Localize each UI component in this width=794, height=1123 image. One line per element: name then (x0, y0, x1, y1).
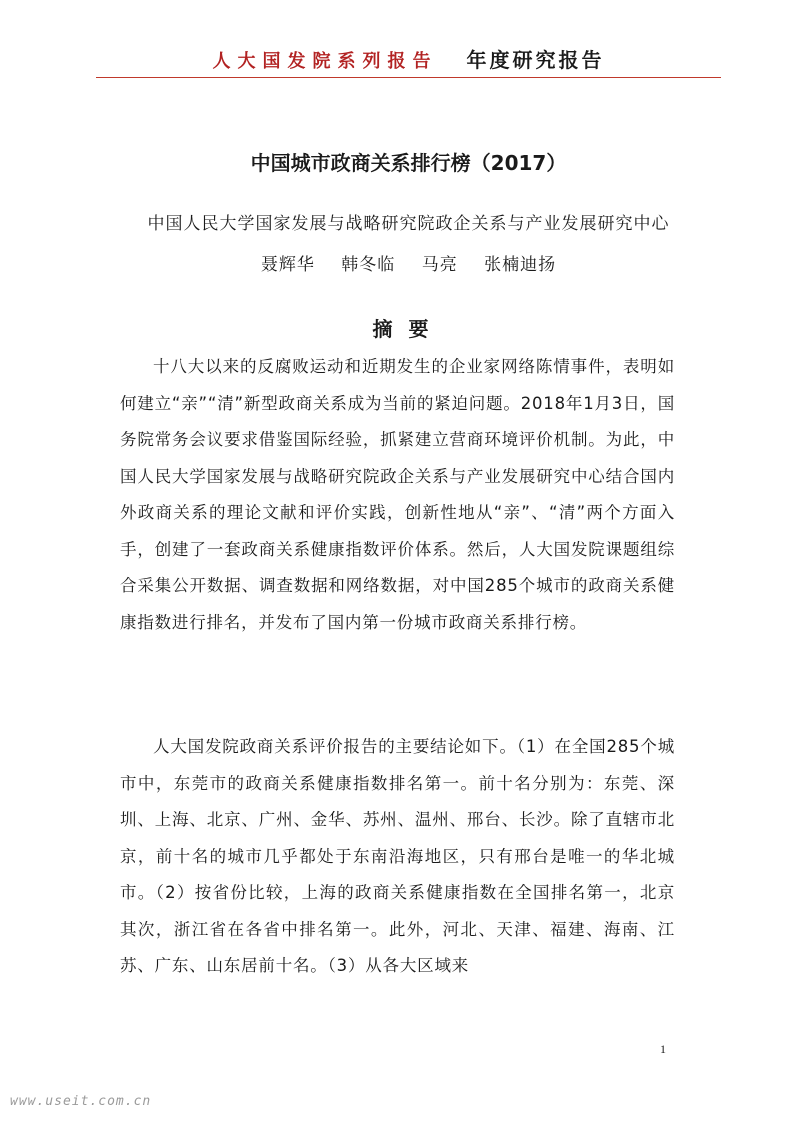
author-name: 张楠迪扬 (484, 255, 557, 275)
page-number: 1 (660, 1042, 666, 1056)
running-header (96, 44, 721, 74)
abstract-heading: 摘要 (372, 317, 445, 341)
header-divider (96, 77, 721, 78)
report-series-label: 人大国发院系列报告 (212, 51, 438, 72)
author-name: 韩冬临 (341, 255, 396, 275)
author-affiliation: 中国人民大学国家发展与战略研究院政企关系与产业发展研究中心 (147, 214, 670, 234)
author-name: 聂辉华 (260, 255, 315, 275)
author-name: 马亮 (421, 255, 458, 275)
abstract-paragraph: 人大国发院政商关系评价报告的主要结论如下。（1）在全国285个城市中，东莞市的政商关系健康指数排名第一。前十名分别为：东莞、深圳、上海、北京、广州、金华、苏州、温州、邢台、长沙。除了直辖市北京，前十名的城市几乎都处于东南沿海地区，只有邢台是唯一的华北城市。（2）按省份比较，上海的政商关系健康指数在全国排名第一，北京其次，浙江省在各省中排名第一。此外，河北、天津、福建、海南、江苏、广东、山东居前十名。（3）从各大区域来 (120, 737, 675, 975)
author-list (96, 250, 721, 275)
document-title: 中国城市政商关系排行榜（2017） (250, 151, 567, 175)
abstract-paragraph: 十八大以来的反腐败运动和近期发生的企业家网络陈情事件，表明如何建立“亲”“清”新型政商关系成为当前的紧迫问题。2018年1月3日，国务院常务会议要求借鉴国际经验，抓紧建立营商环境评价机制。为此，中国人民大学国家发展与战略研究院政企关系与产业发展研究中心结合国内外政商关系的理论文献和评价实践，创新性地从“亲”、“清”两个方面入手，创建了一套政商关系健康指数评价体系。然后，人大国发院课题组综合采集公开数据、调查数据和网络数据，对中国285个城市的政商关系健康指数进行排名，并发布了国内第一份城市政商关系排行榜。 (120, 357, 675, 632)
annual-report-label: 年度研究报告 (466, 48, 605, 72)
site-watermark: www.useit.com.cn (10, 1094, 152, 1109)
